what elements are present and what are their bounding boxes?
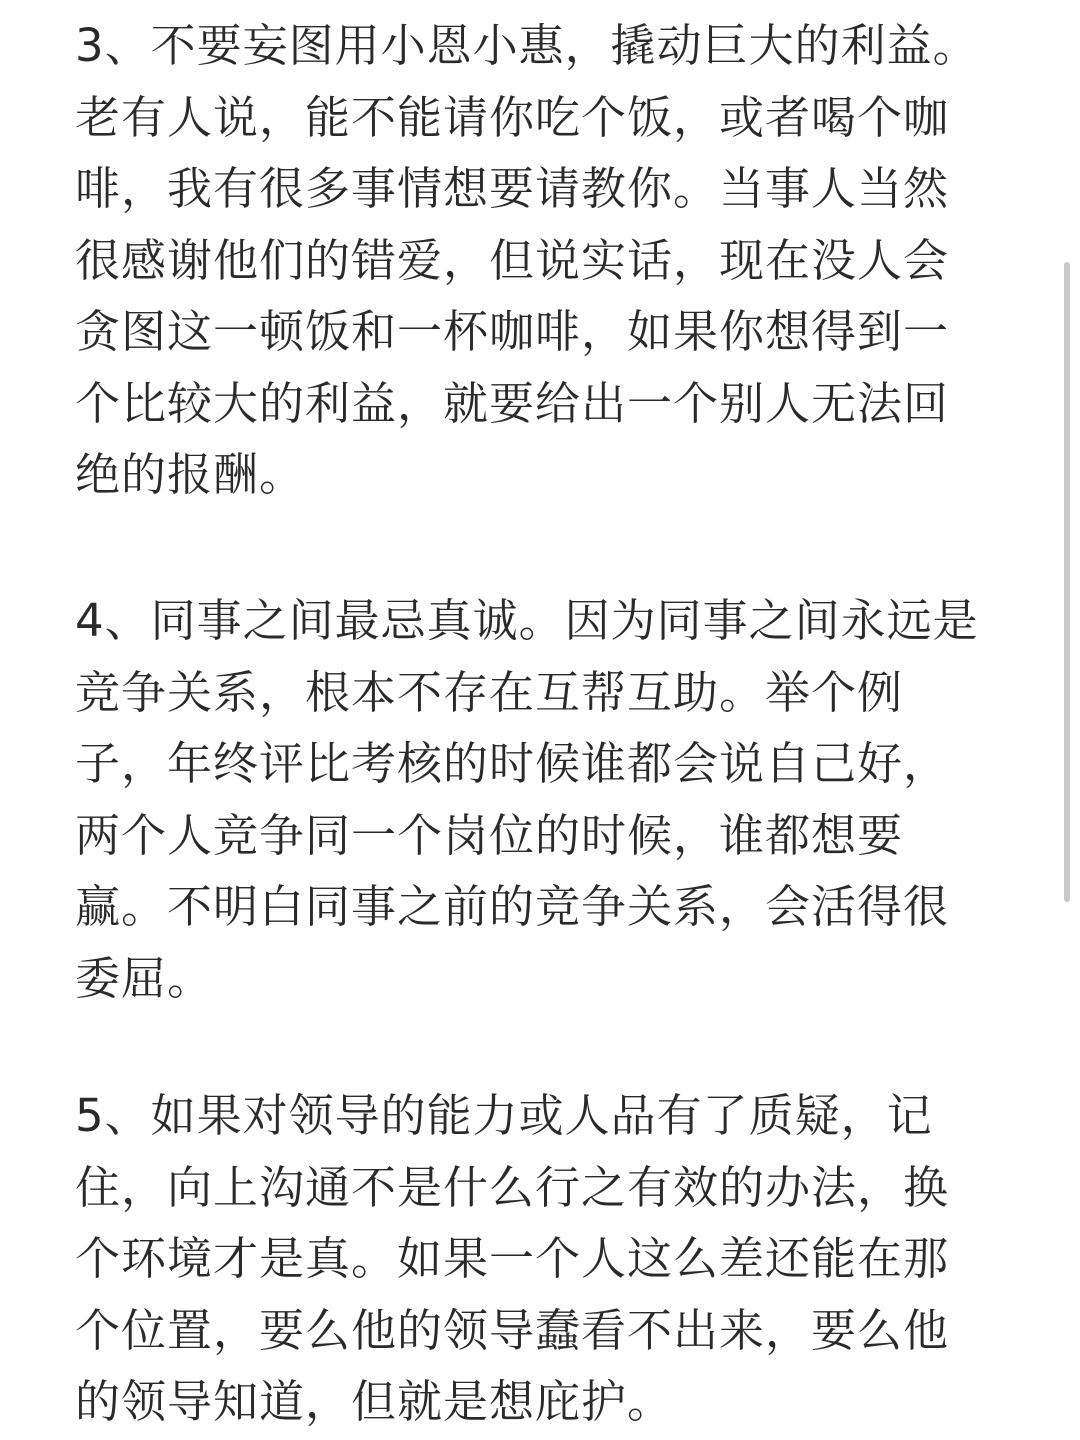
paragraph-tip-3 bbox=[75, 10, 1015, 511]
text-line: 子，年终评比考核的时候谁都会说自己好， bbox=[75, 737, 950, 790]
paragraph-tip-5 bbox=[75, 1080, 1015, 1438]
text-line: 老有人说，能不能请你吃个饭，或者喝个咖 bbox=[75, 90, 950, 144]
text-line: 住，向上沟通不是什么行之有效的办法，换 bbox=[75, 1160, 950, 1214]
text-line: 贪图这一顿饭和一杯咖啡，如果你想得到一 bbox=[75, 305, 950, 358]
text-line: 3、不要妄图用小恩小惠，撬动巨大的利益。 bbox=[75, 19, 979, 72]
text-line: 委屈。 bbox=[75, 951, 214, 1005]
text-line: 的领导知道，但就是想庇护。 bbox=[75, 1375, 674, 1428]
text-line: 很感谢他们的错爱，但说实话，现在没人会 bbox=[75, 233, 950, 287]
text-line: 个比较大的利益，就要给出一个别人无法回 bbox=[75, 376, 950, 430]
text-line: 竞争关系，根本不存在互帮互助。举个例 bbox=[75, 665, 904, 719]
text-line: 啡，我有很多事情想要请教你。当事人当然 bbox=[75, 162, 950, 215]
text-line: 4、同事之间最忌真诚。因为同事之间永远是 bbox=[75, 594, 979, 647]
paragraph-tip-4 bbox=[75, 585, 1015, 1014]
text-line: 赢。不明白同事之前的竞争关系，会活得很 bbox=[75, 880, 950, 933]
text-line: 两个人竞争同一个岗位的时候，谁都想要 bbox=[75, 808, 904, 862]
text-line: 5、如果对领导的能力或人品有了质疑，记 bbox=[75, 1089, 933, 1142]
text-line: 绝的报酬。 bbox=[75, 448, 306, 501]
scrollbar-thumb[interactable] bbox=[1064, 262, 1070, 902]
text-line: 个环境才是真。如果一个人这么差还能在那 bbox=[75, 1232, 950, 1285]
text-line: 个位置，要么他的领导蠢看不出来，要么他 bbox=[75, 1303, 950, 1357]
